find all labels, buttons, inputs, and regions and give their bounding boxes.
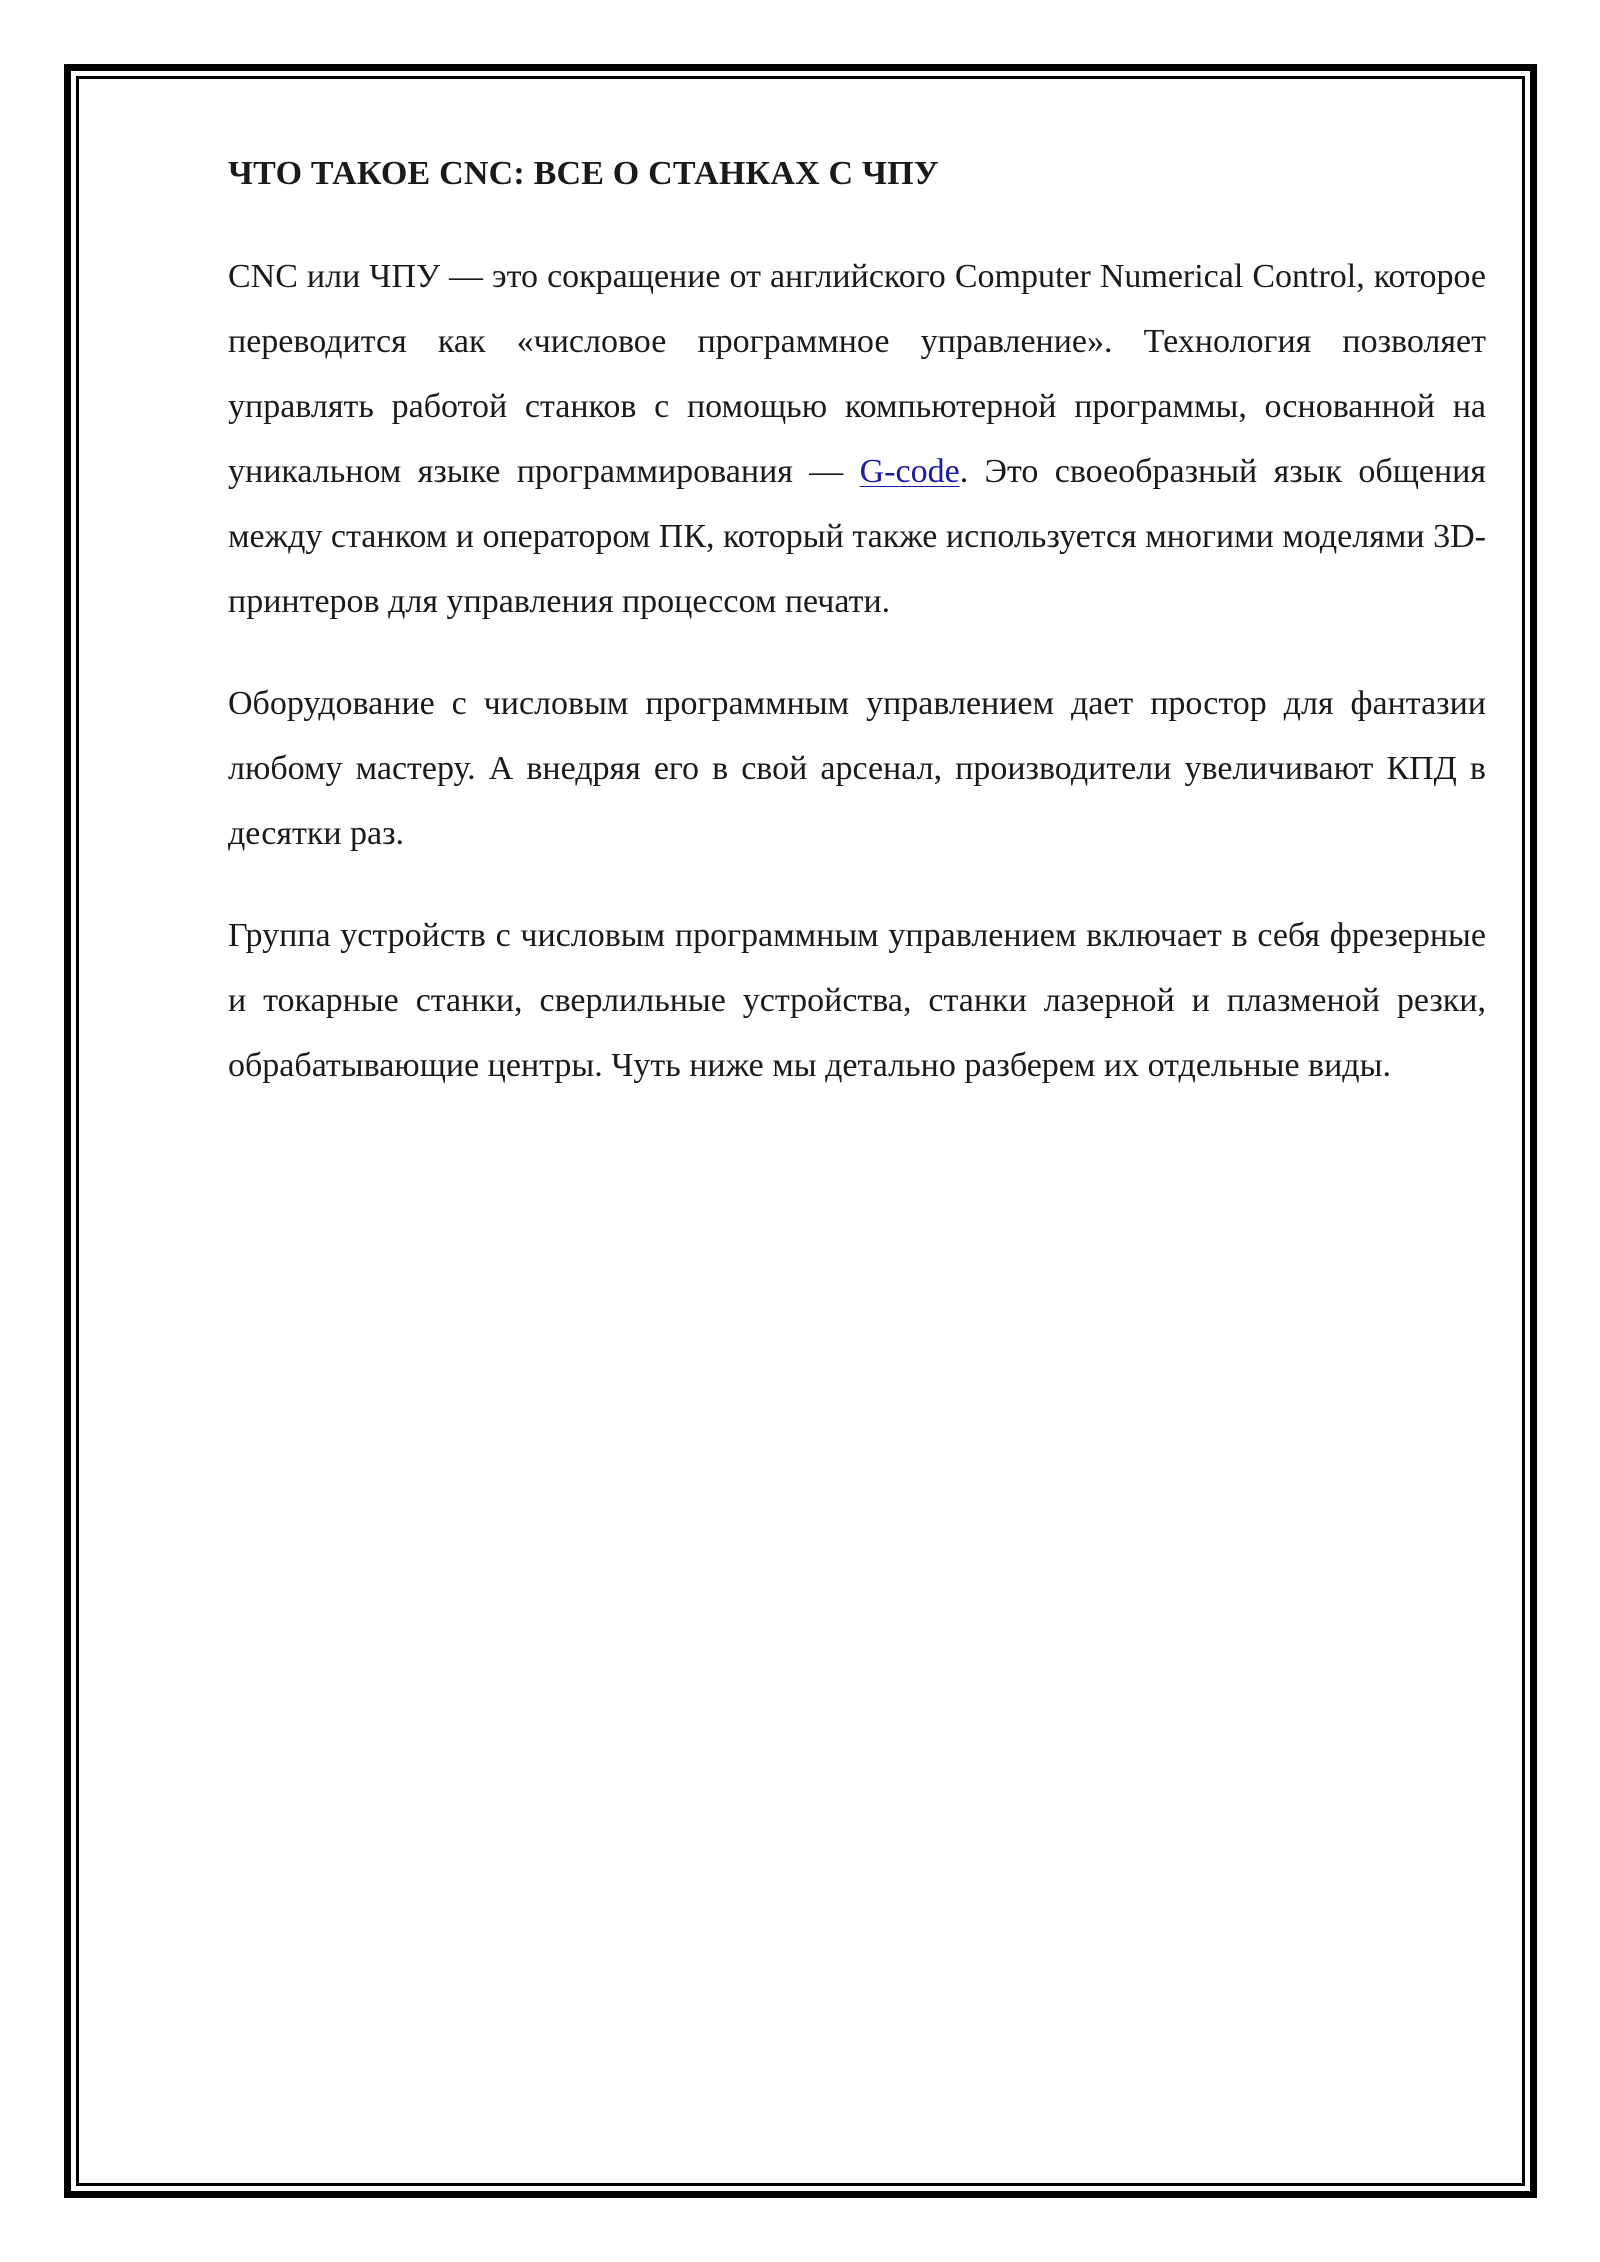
document-title: ЧТО ТАКОЕ CNC: ВСЕ О СТАНКАХ С ЧПУ: [228, 155, 939, 192]
gcode-link[interactable]: G-code: [859, 453, 960, 490]
paragraph-intro-text-before-link: CNC или ЧПУ — это сокращение от английского Computer Numerical Control, которое переводится как «числовое программное управление». Технология позволяет управлять работой станков с помощью компьютерной программы, основанной на уникальном языке программирования —: [228, 258, 1486, 490]
paragraph-device-group: Группа устройств с числовым программным управлением включает в себя фрезерные и токарные станки, сверлильные устройства, станки лазерной и плазменой резки, обрабатывающие центры. Чуть ниже мы детально разберем их отдельные виды.: [228, 917, 1486, 1084]
paragraph-intro: [228, 244, 1486, 634]
paragraph-equipment: Оборудование с числовым программным управлением дает простор для фантазии любому мастеру. А внедряя его в свой арсенал, производители увеличивают КПД в десятки раз.: [228, 685, 1486, 852]
paragraph-intro-text-after-link: . Это своеобразный язык общения между станком и оператором ПК, который также используется многими моделями 3D-принтеров для управления процессом печати.: [228, 453, 1486, 620]
document-body: [228, 148, 1486, 1135]
